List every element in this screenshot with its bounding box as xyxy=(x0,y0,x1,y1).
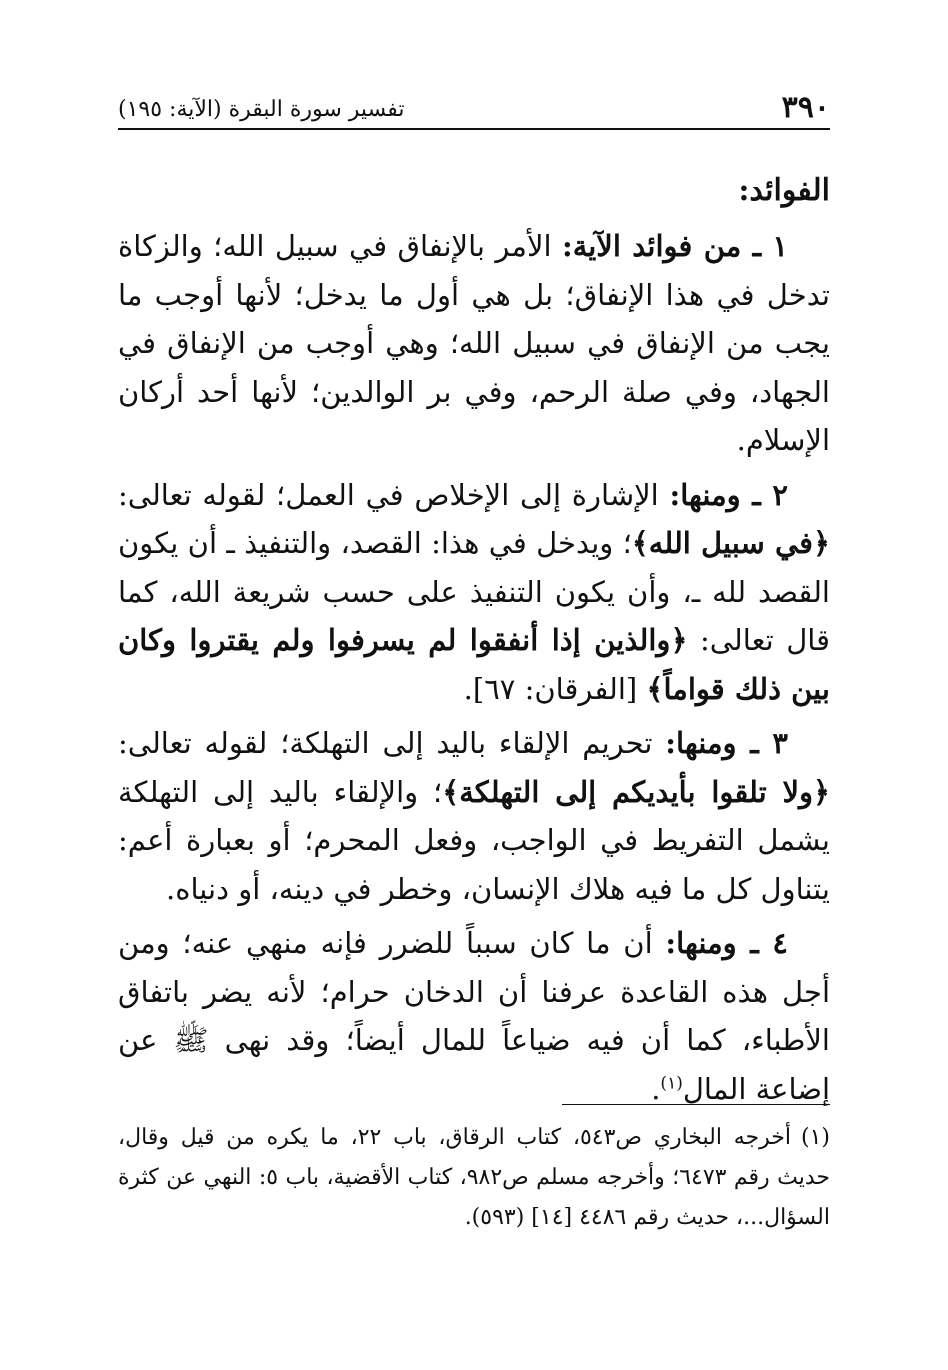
benefit-text-4: أن ما كان سبباً للضرر فإنه منهي عنه؛ ومن أجل هذه القاعدة عرفنا أن الدخان حرام؛ لأنه يضر باتفاق الأطباء، كما أن فيه ضياعاً للمال أيضاً؛ وقد نهى ﷺ عن إضاعة المال xyxy=(118,926,830,1106)
benefit-paragraph-1 xyxy=(118,222,830,465)
benefit-text-3a: تحريم الإلقاء باليد إلى التهلكة؛ لقوله تعالى: xyxy=(118,726,666,760)
benefit-text-2b: ؛ ويدخل في هذا: القصد، والتنفيذ ـ أن يكون القصد لله ـ، وأن يكون التنفيذ على حسب شريعة الله، كما قال تعالى: xyxy=(118,526,830,657)
footnote xyxy=(118,1118,830,1238)
body-text xyxy=(118,158,830,1119)
page-header xyxy=(118,84,830,130)
verse-citation: [الفرقان: ٦٧]. xyxy=(463,671,647,706)
benefit-text-1: الأمر بالإنفاق في سبيل الله؛ والزكاة تدخل في هذا الإنفاق؛ بل هي أول ما يدخل؛ لأنها أوجب ما يجب من الإنفاق في سبيل الله؛ وهي أوجب من الإنفاق في الجهاد، وفي صلة الرحم، وفي بر الوالدين؛ لأنها أحد أركان الإسلام. xyxy=(118,229,830,457)
benefit-text-3b: ؛ والإلقاء باليد إلى التهلكة يشمل التفريط في الواجب، وفعل المحرم؛ أو بعبارة أعم: يتناول كل ما فيه هلاك الإنسان، وخطر في دينه، أو دنياه. xyxy=(118,774,830,906)
benefit-text-2a: الإشارة إلى الإخلاص في العمل؛ لقوله تعالى: xyxy=(118,477,670,512)
sentence-end: . xyxy=(651,1071,661,1106)
footnote-divider xyxy=(562,1104,830,1105)
quran-verse: ﴿ولا تلقوا بأيديكم إلى التهلكة﴾ xyxy=(442,774,830,809)
benefit-lead-3: ٣ ـ ومنها: xyxy=(665,726,788,760)
benefit-lead-4: ٤ ـ ومنها: xyxy=(665,926,788,960)
page-number: ٣٩٠ xyxy=(781,90,830,125)
quran-verse: ﴿والذين إذا أنفقوا لم يسرفوا ولم يقتروا وكان بين ذلك قواماً﴾ xyxy=(118,623,830,706)
benefit-lead-2: ٢ ـ ومنها: xyxy=(669,477,788,512)
section-title: الفوائد: xyxy=(738,173,830,208)
benefit-paragraph-3 xyxy=(118,719,830,913)
footnotes xyxy=(118,1118,830,1238)
benefit-paragraph-2 xyxy=(118,471,830,714)
benefit-paragraph-4 xyxy=(118,919,830,1113)
benefit-lead-1: ١ ـ من فوائد الآية: xyxy=(561,229,788,263)
quran-verse: ﴿في سبيل الله﴾ xyxy=(631,526,830,560)
running-title: تفسير سورة البقرة (الآية: ١٩٥) xyxy=(118,97,405,122)
footnote-reference[interactable]: (١) xyxy=(660,1072,683,1093)
footnote-number: (١) xyxy=(800,1125,830,1150)
footnote-text: أخرجه البخاري ص٥٤٣، كتاب الرقاق، باب ٢٢، ما يكره من قيل وقال، حديث رقم ٦٤٧٣؛ وأخرجه مسلم ص٩٨٢، كتاب الأقضية، باب ٥: النهي عن كثرة السؤال...، حديث رقم ٤٤٨٦ [١٤] (٥٩٣). xyxy=(118,1125,830,1230)
